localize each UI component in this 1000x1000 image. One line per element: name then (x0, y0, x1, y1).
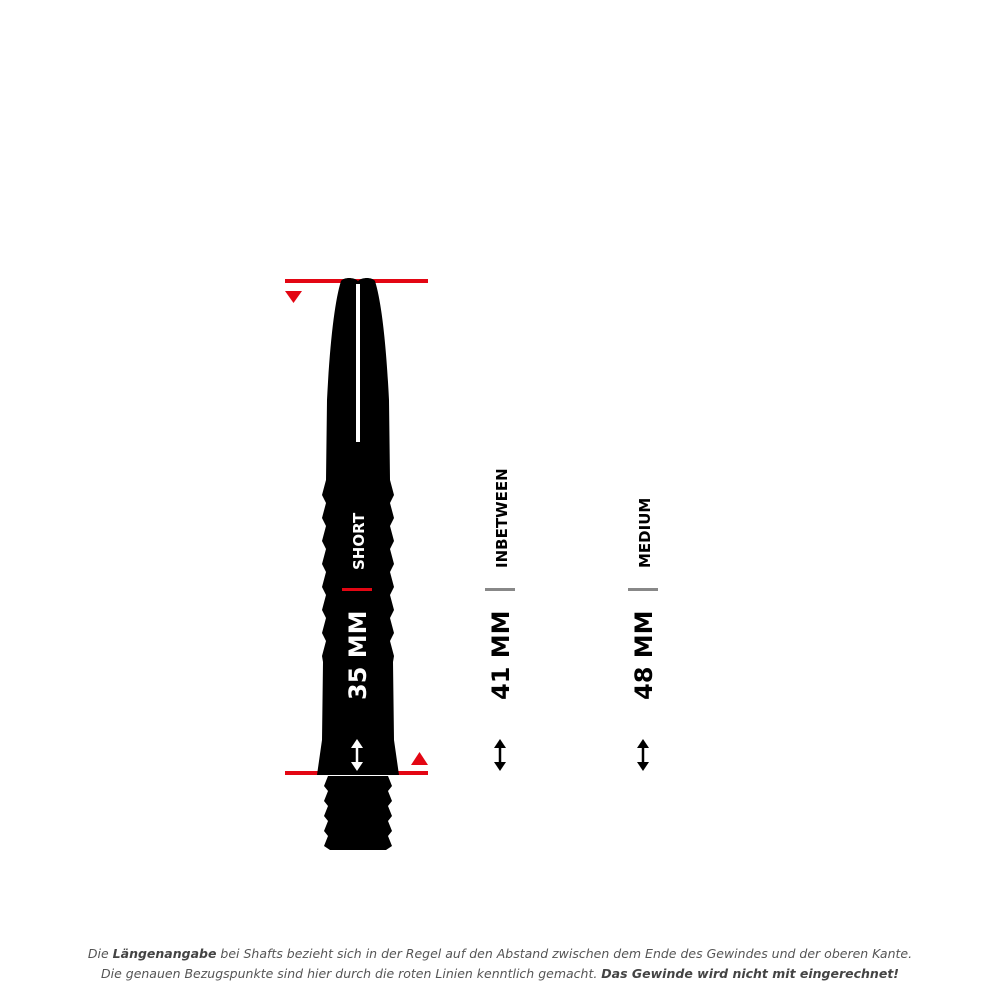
up-down-arrow-icon (494, 739, 506, 771)
bottom-reference-marker (411, 752, 428, 765)
shaft-thread (324, 776, 392, 850)
caption-line-1-text: Die (87, 946, 113, 961)
short-divider (342, 588, 372, 591)
shaft-slot (356, 284, 360, 442)
caption-line-1-emphasis: Längenangabe (112, 946, 217, 961)
caption (0, 944, 1000, 984)
inbetween-length-name: INBETWEEN (493, 468, 511, 568)
caption-line-2 (0, 964, 1000, 984)
medium-length-value: 48 MM (630, 610, 658, 700)
caption-line-1 (0, 944, 1000, 964)
inbetween-divider (485, 588, 515, 591)
up-down-arrow-icon (637, 739, 649, 771)
short-length-name: SHORT (350, 512, 368, 570)
medium-divider (628, 588, 658, 591)
short-length-value: 35 MM (344, 610, 372, 700)
caption-line-1-rest: bei Shafts bezieht sich in der Regel auf den Abstand zwischen dem Ende des Gewindes und der oberen Kante. (216, 946, 913, 961)
inbetween-length-value: 41 MM (487, 610, 515, 700)
caption-line-2-emphasis: Das Gewinde wird nicht mit eingerechnet! (601, 966, 899, 981)
caption-line-2-text: Die genauen Bezugspunkte sind hier durch die roten Linien kenntlich gemacht. (101, 966, 602, 981)
top-reference-marker (285, 291, 302, 303)
medium-length-name: MEDIUM (636, 497, 654, 568)
